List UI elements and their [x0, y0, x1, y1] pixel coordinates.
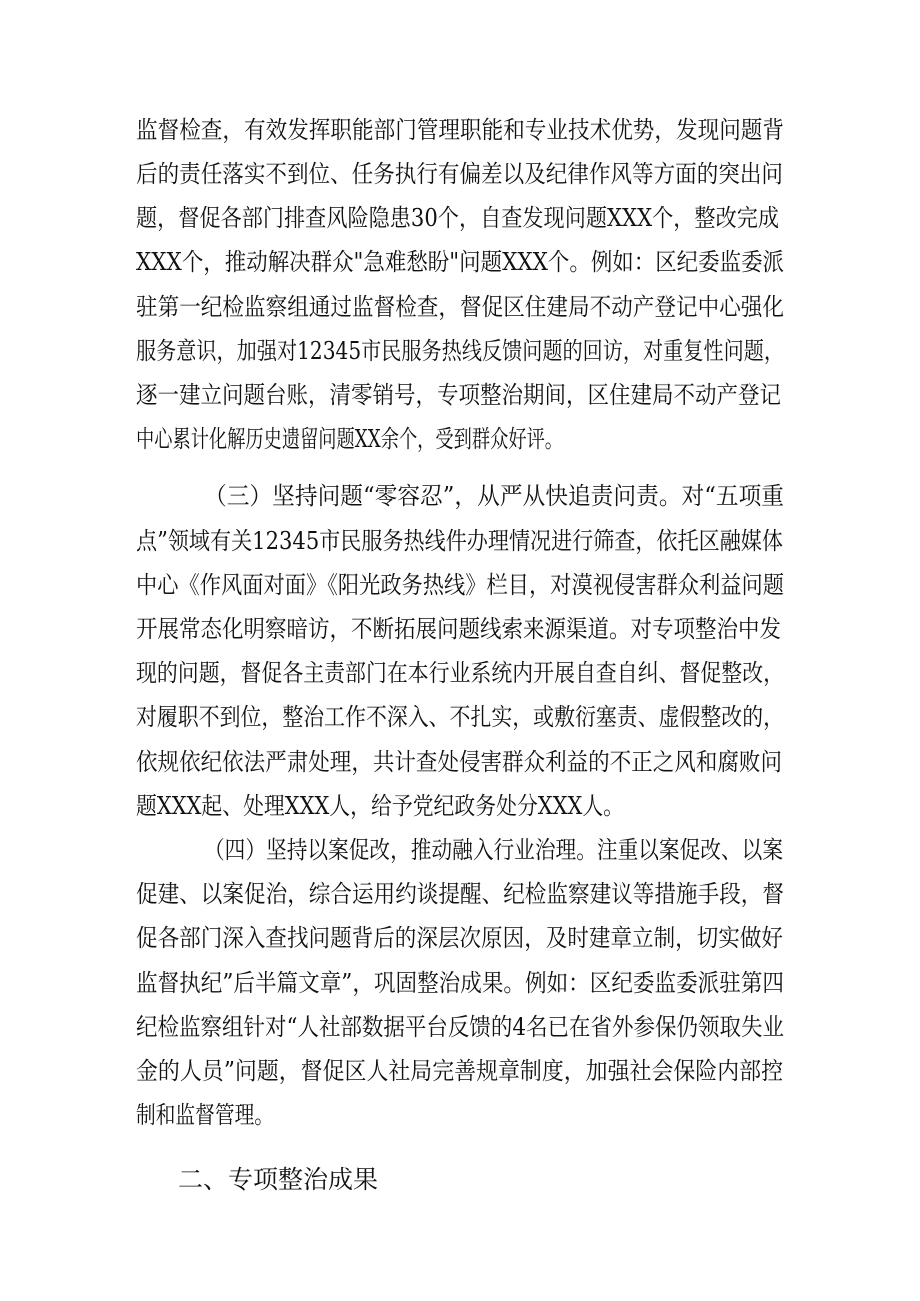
line-text: 金的人员”问题，督促区人社局完善规章制度，加强社会保险内部控: [136, 1057, 784, 1085]
line-text: 依规依纪依法严肃处理，共计查处侵害群众利益的不正之风和腐败问: [136, 748, 782, 776]
paragraph-line: [0, 246, 920, 278]
line-text: 开展常态化明察暗访，不断拓展问题线索来源渠道。对专项整治中发: [136, 615, 781, 643]
paragraph-line: [0, 746, 920, 778]
section-heading: 二、专项整治成果: [178, 1165, 379, 1194]
line-text: 服务意识，加强对12345市民服务热线反馈问题的回访，对重复性问题，: [136, 337, 785, 365]
paragraph-line: [0, 834, 920, 866]
line-text: XXX个，推动解决群众"急难愁盼"问题XXX个。例如：区纪委监委派: [136, 248, 785, 276]
paragraph-line: [0, 790, 920, 822]
paragraph-line: [0, 202, 920, 234]
line-text: 促建、以案促治，综合运用约谈提醒、纪检监察建议等措施手段，督: [136, 880, 784, 908]
line-text: 中心累计化解历史遗留问题XX余个，受到群众好评。: [136, 425, 564, 453]
line-text: 制和监督管理。: [136, 1101, 274, 1129]
paragraph-line: [0, 423, 920, 455]
line-text: 监督执纪”后半篇文章”，巩固整治成果。例如：区纪委监委派驻第四: [136, 969, 784, 997]
paragraph-line: [0, 657, 920, 689]
paragraph-line: [0, 480, 920, 512]
paragraph-line: [0, 1011, 920, 1043]
line-text: （四）坚持以案促改，推动融入行业治理。注重以案促改、以案: [204, 836, 783, 864]
paragraph-line: [0, 701, 920, 733]
paragraph-line: [0, 291, 920, 323]
line-text: 点”领域有关12345市民服务热线件办理情况进行筛查，依托区融媒体: [136, 527, 783, 555]
line-text: （三）坚持问题“零容忍”，从严从快追责问责。对“五项重: [204, 482, 785, 510]
line-text: 后的责任落实不到位、任务执行有偏差以及纪律作风等方面的突出问: [136, 160, 783, 188]
line-text: 监督检查，有效发挥职能部门管理职能和专业技术优势，发现问题背: [136, 116, 784, 144]
line-text: 题，督促各部门排查风险隐患30个，自查发现问题XXX个，整改完成: [136, 204, 780, 232]
line-text: 促各部门深入查找问题背后的深层次原因，及时建章立制，切实做好: [136, 924, 783, 952]
paragraph-line: [0, 1055, 920, 1087]
paragraph-line: [0, 379, 920, 411]
line-text: 对履职不到位，整治工作不深入、不扎实，或敷衍塞责、虚假整改的，: [136, 703, 785, 731]
paragraph-line: [0, 967, 920, 999]
paragraph-line: [0, 613, 920, 645]
paragraph-line: [0, 335, 920, 367]
paragraph-line: [0, 525, 920, 557]
paragraph-line: [0, 878, 920, 910]
paragraph-line: [0, 114, 920, 146]
paragraph-line: [0, 158, 920, 190]
paragraph-line: [0, 1099, 920, 1131]
paragraph-line: [0, 569, 920, 601]
paragraph-line: [0, 922, 920, 954]
line-text: 驻第一纪检监察组通过监督检查，督促区住建局不动产登记中心强化: [136, 293, 784, 321]
line-text: 题XXX起、处理XXX人，给予党纪政务处分XXX人。: [136, 792, 625, 820]
line-text: 现的问题，督促各主责部门在本行业系统内开展自查自纠、督促整改，: [136, 659, 785, 687]
line-text: 逐一建立问题台账，清零销号，专项整治期间，区住建局不动产登记: [136, 381, 781, 409]
line-text: 纪检监察组针对“人社部数据平台反馈的4名已在省外参保仍领取失业: [136, 1013, 785, 1041]
line-text: 中心《作风面对面》《阳光政务热线》栏目，对漠视侵害群众利益问题: [136, 571, 784, 599]
